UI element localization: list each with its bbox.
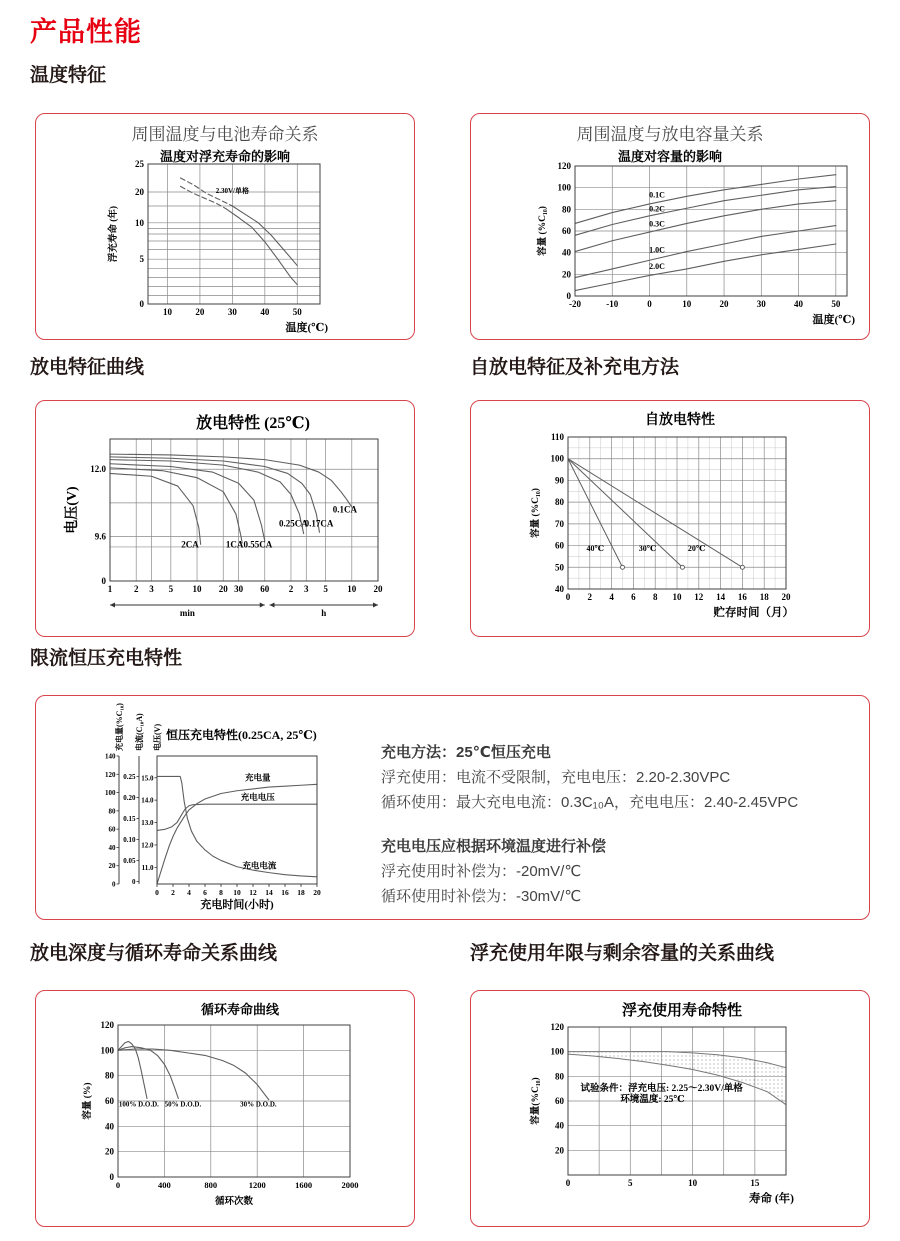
svg-text:50: 50 (831, 299, 841, 309)
charge-method-line: 充电方法：25℃恒压充电 (381, 744, 551, 761)
svg-text:800: 800 (204, 1180, 218, 1190)
svg-text:70: 70 (555, 518, 564, 529)
svg-text:充电电压: 充电电压 (240, 791, 275, 802)
svg-text:0.1CA: 0.1CA (332, 504, 358, 515)
section-title-charging: 限流恒压充电特性 (30, 648, 183, 669)
compensation-heading: 充电电压应根据环境温度进行补偿 (381, 838, 607, 855)
svg-text:1.0C: 1.0C (649, 245, 665, 255)
chart-title-discharge: 放电特性 (25℃) (196, 415, 310, 432)
svg-text:60: 60 (555, 1096, 564, 1106)
svg-text:4: 4 (187, 888, 191, 897)
svg-text:0: 0 (565, 592, 571, 602)
svg-text:40: 40 (555, 584, 564, 594)
svg-text:10: 10 (135, 217, 144, 228)
svg-text:140: 140 (105, 752, 116, 761)
svg-text:13.0: 13.0 (141, 819, 154, 828)
svg-text:寿命 (年): 寿命 (年) (748, 1193, 794, 1205)
svg-text:30: 30 (756, 299, 766, 309)
svg-text:0: 0 (101, 576, 106, 586)
svg-text:0: 0 (566, 291, 571, 301)
svg-text:20: 20 (195, 307, 205, 317)
svg-text:-10: -10 (606, 299, 619, 309)
svg-text:16: 16 (281, 888, 289, 897)
svg-text:40: 40 (555, 1120, 564, 1131)
svg-text:15.0: 15.0 (141, 774, 154, 783)
svg-text:-20: -20 (569, 299, 581, 309)
svg-text:30% D.O.D.: 30% D.O.D. (240, 1100, 277, 1109)
svg-text:1200: 1200 (248, 1180, 266, 1190)
chart-title-temp-life: 周围温度与电池寿命关系 (131, 125, 319, 144)
svg-text:100: 100 (100, 1045, 114, 1056)
svg-text:30: 30 (234, 584, 244, 594)
temp-capacity-chart (475, 158, 867, 336)
svg-text:0: 0 (109, 1172, 114, 1182)
svg-text:40: 40 (108, 843, 116, 852)
card-discharge (35, 400, 415, 637)
svg-text:电压(V): 电压(V) (153, 723, 162, 751)
svg-text:60: 60 (555, 540, 564, 551)
svg-text:30: 30 (227, 307, 237, 317)
svg-text:20: 20 (135, 187, 144, 197)
svg-text:0.10: 0.10 (123, 835, 136, 844)
svg-text:0: 0 (155, 888, 159, 897)
svg-text:0: 0 (132, 877, 136, 886)
svg-text:400: 400 (158, 1180, 171, 1190)
chart-title-charging: 恒压充电特性(0.25CA, 25℃) (166, 728, 317, 742)
card-temp-capacity (470, 113, 870, 340)
card-float-life (470, 990, 870, 1227)
svg-text:2: 2 (171, 888, 175, 897)
svg-text:60: 60 (105, 1096, 114, 1106)
svg-text:20: 20 (562, 269, 571, 280)
svg-text:25: 25 (135, 159, 144, 169)
svg-text:8: 8 (219, 888, 223, 897)
svg-text:12.0: 12.0 (141, 841, 154, 850)
svg-text:min: min (179, 608, 195, 618)
discharge-chart (38, 431, 410, 631)
svg-text:2: 2 (288, 584, 294, 594)
svg-text:50% D.O.D.: 50% D.O.D. (164, 1100, 202, 1109)
svg-text:12: 12 (249, 888, 257, 897)
svg-text:12.0: 12.0 (90, 464, 106, 475)
svg-text:充电电流: 充电电流 (242, 860, 277, 871)
svg-text:容量(%C₁₀): 容量(%C₁₀) (531, 1077, 541, 1125)
section-title-self-discharge: 自放电特征及补充电方法 (470, 357, 680, 378)
svg-text:14: 14 (716, 592, 726, 602)
svg-text:温度(℃): 温度(℃) (812, 314, 855, 326)
svg-text:0.17CA: 0.17CA (304, 518, 334, 529)
svg-text:40: 40 (794, 299, 804, 309)
svg-text:100: 100 (550, 1046, 564, 1057)
svg-text:80: 80 (105, 1070, 114, 1081)
svg-text:20℃: 20℃ (687, 544, 706, 553)
svg-text:40: 40 (260, 307, 270, 317)
svg-text:0.2C: 0.2C (649, 204, 665, 214)
svg-text:0.15: 0.15 (123, 814, 136, 823)
temp-life-chart (38, 158, 410, 336)
svg-text:100: 100 (105, 789, 116, 798)
svg-text:20: 20 (108, 862, 116, 871)
svg-text:0: 0 (112, 880, 116, 889)
svg-text:90: 90 (555, 475, 564, 486)
svg-text:40: 40 (562, 247, 571, 258)
svg-text:0.3C: 0.3C (649, 219, 665, 229)
svg-text:120: 120 (557, 161, 571, 171)
svg-text:0.1C: 0.1C (649, 190, 665, 200)
svg-text:5: 5 (168, 584, 174, 594)
chart-title-cycle-life: 循环寿命曲线 (200, 1002, 279, 1017)
svg-text:充电量(%C₁₀): 充电量(%C₁₀) (115, 703, 124, 751)
chart-subtitle-temp-life: 温度对浮充寿命的影响 (159, 149, 290, 164)
svg-text:充电量: 充电量 (245, 772, 271, 783)
svg-text:16: 16 (737, 592, 747, 602)
svg-text:3: 3 (149, 584, 154, 594)
svg-text:14.0: 14.0 (141, 796, 154, 805)
card-cycle-life (35, 990, 415, 1227)
svg-text:11.0: 11.0 (141, 863, 154, 872)
svg-text:60: 60 (562, 226, 571, 236)
svg-text:1CA: 1CA (225, 539, 244, 550)
float-compensation-line: 浮充使用时补偿为：-20mV/℃ (381, 863, 582, 880)
page-title: 产品性能 (30, 17, 142, 47)
svg-text:0: 0 (115, 1180, 121, 1190)
svg-text:80: 80 (108, 807, 116, 816)
cycle-compensation-line: 循环使用时补偿为：-30mV/℃ (381, 888, 582, 905)
svg-text:0.20: 0.20 (123, 793, 136, 802)
svg-text:8: 8 (652, 592, 658, 602)
chart-subtitle-temp-capacity: 温度对容量的影响 (617, 149, 722, 164)
svg-text:0: 0 (565, 1178, 571, 1188)
svg-text:0: 0 (647, 299, 652, 309)
svg-text:电压(V): 电压(V) (65, 486, 80, 534)
chart-title-temp-capacity: 周围温度与放电容量关系 (576, 125, 764, 144)
svg-text:9.6: 9.6 (94, 531, 106, 542)
svg-text:20: 20 (218, 584, 228, 594)
svg-text:120: 120 (100, 1020, 114, 1030)
self-discharge-chart (473, 429, 865, 631)
svg-text:4: 4 (609, 592, 614, 602)
section-title-temperature: 温度特征 (30, 65, 107, 86)
svg-text:110: 110 (550, 432, 564, 442)
svg-text:浮充寿命 (年): 浮充寿命 (年) (109, 205, 119, 263)
svg-text:20: 20 (373, 584, 383, 594)
svg-text:2: 2 (133, 584, 139, 594)
chart-title-float-life: 浮充使用寿命特性 (621, 1003, 742, 1019)
svg-text:贮存时间（月）: 贮存时间（月） (713, 607, 794, 619)
svg-text:5: 5 (139, 254, 144, 265)
svg-text:20: 20 (313, 888, 321, 897)
svg-text:14: 14 (265, 888, 273, 897)
svg-text:20: 20 (105, 1146, 114, 1157)
svg-text:电流(C₁₀A): 电流(C₁₀A) (135, 713, 144, 751)
svg-text:充电时间(小时): 充电时间(小时) (200, 899, 274, 910)
svg-text:6: 6 (631, 592, 636, 602)
svg-text:50: 50 (555, 562, 564, 573)
chart-title-self-discharge: 自放电特性 (645, 413, 715, 428)
float-use-line: 浮充使用：电流不受限制，充电电压：2.20-2.30VPC (381, 769, 731, 786)
svg-text:5: 5 (628, 1178, 633, 1188)
section-title-discharge: 放电特征曲线 (30, 357, 145, 378)
svg-text:120: 120 (105, 770, 116, 779)
svg-text:60: 60 (260, 584, 270, 594)
svg-text:40: 40 (105, 1121, 114, 1132)
svg-text:10: 10 (192, 584, 202, 594)
svg-text:120: 120 (550, 1022, 564, 1032)
svg-text:环境温度: 25℃: 环境温度: 25℃ (620, 1095, 685, 1106)
svg-text:20: 20 (781, 592, 791, 602)
svg-text:18: 18 (297, 888, 305, 897)
svg-text:40℃: 40℃ (586, 544, 605, 553)
svg-text:12: 12 (694, 592, 704, 602)
section-title-cycle-life: 放电深度与循环寿命关系曲线 (30, 943, 278, 964)
svg-text:2000: 2000 (341, 1180, 359, 1190)
charging-chart (42, 698, 377, 910)
svg-text:h: h (321, 608, 327, 618)
svg-text:10: 10 (682, 299, 692, 309)
cycle-life-chart (38, 1017, 410, 1223)
svg-text:10: 10 (688, 1178, 698, 1188)
svg-text:0.25CA: 0.25CA (279, 518, 308, 529)
svg-text:30℃: 30℃ (638, 544, 657, 553)
svg-text:容量 (%): 容量 (%) (83, 1082, 93, 1120)
svg-text:20: 20 (555, 1145, 564, 1156)
svg-text:15: 15 (750, 1178, 760, 1188)
svg-text:试验条件：浮充电压: 2.25～2.30V/单格: 试验条件：浮充电压: 2.25～2.30V/单格 (580, 1084, 743, 1095)
svg-text:100% D.O.D.: 100% D.O.D. (118, 1100, 159, 1109)
svg-text:容量 (%C₁₀): 容量 (%C₁₀) (531, 488, 541, 538)
svg-text:18: 18 (759, 592, 769, 602)
svg-text:20: 20 (719, 299, 729, 309)
card-self-discharge (470, 400, 870, 637)
svg-text:5: 5 (323, 584, 328, 594)
svg-text:80: 80 (562, 204, 571, 215)
cycle-use-line: 循环使用：最大充电电流：0.3C₁₀A，充电电压：2.40-2.45VPC (381, 794, 799, 811)
svg-text:6: 6 (203, 888, 207, 897)
svg-text:80: 80 (555, 497, 564, 508)
svg-text:0.05: 0.05 (123, 856, 136, 865)
svg-text:10: 10 (162, 307, 172, 317)
svg-text:2.0C: 2.0C (649, 261, 665, 271)
svg-text:温度(℃): 温度(℃) (285, 322, 328, 334)
card-charging (35, 695, 870, 920)
svg-text:2: 2 (587, 592, 593, 602)
svg-text:50: 50 (292, 307, 302, 317)
svg-text:0: 0 (139, 299, 144, 309)
svg-text:循环次数: 循环次数 (214, 1197, 254, 1207)
svg-text:0.25: 0.25 (123, 772, 136, 781)
svg-text:3: 3 (304, 584, 309, 594)
svg-text:10: 10 (233, 888, 241, 897)
svg-text:2.30V/单格: 2.30V/单格 (215, 187, 250, 196)
svg-text:0.55CA: 0.55CA (243, 539, 273, 550)
svg-text:80: 80 (555, 1071, 564, 1082)
charging-instructions (381, 740, 798, 909)
svg-text:10: 10 (672, 592, 682, 602)
svg-text:1: 1 (107, 584, 113, 594)
svg-text:100: 100 (550, 453, 564, 464)
svg-text:100: 100 (557, 182, 571, 193)
float-life-chart (473, 1019, 865, 1223)
section-title-float-life: 浮充使用年限与剩余容量的关系曲线 (470, 943, 775, 964)
card-temp-life (35, 113, 415, 340)
svg-text:60: 60 (108, 825, 116, 834)
svg-text:10: 10 (347, 584, 357, 594)
svg-text:容量 (%C₁₀): 容量 (%C₁₀) (538, 206, 548, 256)
svg-text:1600: 1600 (295, 1180, 313, 1190)
svg-text:2CA: 2CA (181, 539, 199, 550)
